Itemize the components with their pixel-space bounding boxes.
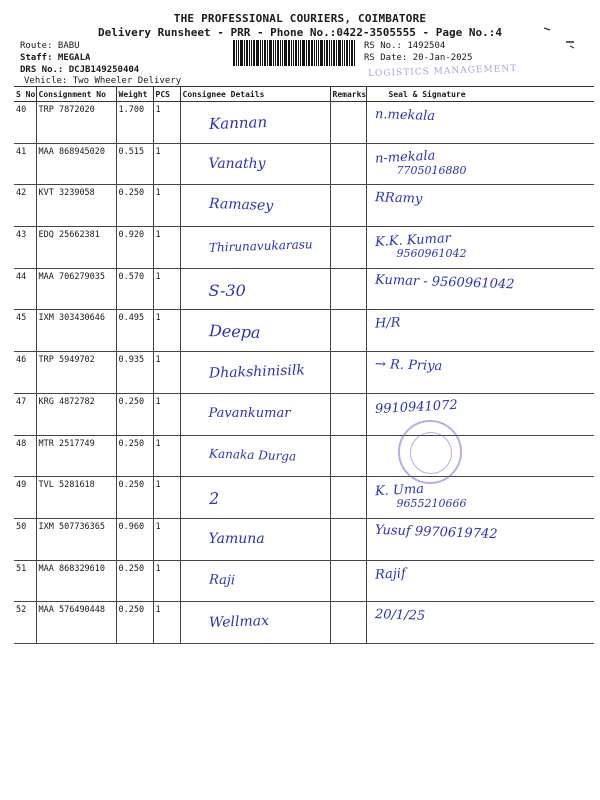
col-remarks: Remarks xyxy=(330,87,366,102)
barcode-bar xyxy=(269,40,272,66)
barcode-bar xyxy=(264,40,266,66)
barcode-bar xyxy=(336,40,337,66)
handwritten-signature: n.mekala xyxy=(374,106,435,125)
handwritten-phone: 7705016880 xyxy=(396,163,467,177)
barcode-bar xyxy=(300,40,301,66)
handwritten-signature: n-mekala xyxy=(374,148,436,167)
col-consignee: Consignee Details xyxy=(180,87,330,102)
barcode-bar xyxy=(280,40,281,66)
barcode-bar xyxy=(302,40,305,66)
row-consignee xyxy=(180,102,330,144)
row-consignment-no: IXM 303430646 xyxy=(36,310,116,352)
barcode-bar xyxy=(311,40,313,66)
row-sno: 41 xyxy=(14,143,36,185)
barcode-bar xyxy=(246,40,248,66)
handwritten-consignee: Thirunavukarasu xyxy=(208,237,313,255)
row-weight: 0.570 xyxy=(116,268,153,310)
row-pcs: 1 xyxy=(153,477,180,519)
handwritten-consignee: Ramasey xyxy=(208,196,273,215)
row-pcs: 1 xyxy=(153,352,180,394)
row-weight: 0.495 xyxy=(116,310,153,352)
row-signature xyxy=(366,227,594,269)
handwritten-signature: 9910941072 xyxy=(374,397,458,417)
handwritten-signature: Kumar - 9560961042 xyxy=(374,272,515,293)
vehicle-label: Vehicle: Two Wheeler Delivery xyxy=(24,76,182,86)
barcode-bar xyxy=(342,40,343,66)
barcode-bar xyxy=(354,40,355,66)
handwritten-consignee: Deepa xyxy=(208,321,261,343)
handwritten-consignee: Yamuna xyxy=(208,530,265,547)
row-consignment-no: IXM 507736365 xyxy=(36,518,116,560)
row-signature xyxy=(366,602,594,644)
barcode-bar xyxy=(253,40,255,66)
barcode-bar xyxy=(260,40,261,66)
barcode-bar xyxy=(284,40,287,66)
barcode-bar xyxy=(331,40,332,66)
page-subtitle: Delivery Runsheet - PRR - Phone No.:0422-3505555 - Page No.:4 xyxy=(98,26,502,39)
barcode-bar xyxy=(318,40,319,66)
barcode-bar xyxy=(282,40,283,66)
row-remarks xyxy=(330,185,366,227)
barcode-bar xyxy=(295,40,297,66)
row-weight: 0.250 xyxy=(116,477,153,519)
row-consignee xyxy=(180,310,330,352)
barcode-bar xyxy=(298,40,299,66)
row-consignment-no: KVT 3239058 xyxy=(36,185,116,227)
barcode-bar xyxy=(324,40,325,66)
table-row xyxy=(14,102,594,144)
row-sno: 45 xyxy=(14,310,36,352)
barcode-bar xyxy=(293,40,294,66)
row-consignee xyxy=(180,268,330,310)
barcode-bar xyxy=(314,40,315,66)
row-remarks xyxy=(330,602,366,644)
row-signature xyxy=(366,518,594,560)
row-consignee xyxy=(180,602,330,644)
col-weight: Weight xyxy=(116,87,153,102)
row-pcs: 1 xyxy=(153,268,180,310)
row-weight: 0.515 xyxy=(116,143,153,185)
row-consignment-no: KRG 4872782 xyxy=(36,393,116,435)
row-consignee xyxy=(180,352,330,394)
row-sno: 43 xyxy=(14,227,36,269)
row-weight: 0.935 xyxy=(116,352,153,394)
table-row xyxy=(14,352,594,394)
table-row xyxy=(14,310,594,352)
row-weight: 1.700 xyxy=(116,102,153,144)
row-pcs: 1 xyxy=(153,602,180,644)
handwritten-signature: H/R xyxy=(374,315,401,333)
barcode-bar xyxy=(333,40,335,66)
table-row xyxy=(14,227,594,269)
route-label: Route: BABU xyxy=(20,41,80,51)
row-consignment-no: MAA 576490448 xyxy=(36,602,116,644)
row-signature xyxy=(366,393,594,435)
row-consignment-no: MAA 868329610 xyxy=(36,560,116,602)
handwritten-signature: K. Uma xyxy=(374,481,424,500)
row-pcs: 1 xyxy=(153,393,180,435)
handwritten-signature: 20/1/25 xyxy=(374,607,425,625)
table-row xyxy=(14,518,594,560)
handwritten-consignee: Kannan xyxy=(208,112,267,134)
row-signature xyxy=(366,310,594,352)
rs-number: RS No.: 1492504 xyxy=(364,41,446,51)
table-row xyxy=(14,560,594,602)
table-row xyxy=(14,143,594,185)
row-pcs: 1 xyxy=(153,310,180,352)
barcode-bar xyxy=(277,40,279,66)
barcode-bar xyxy=(326,40,328,66)
handwritten-consignee: S-30 xyxy=(208,280,246,300)
staff-label: Staff: MEGALA xyxy=(20,53,91,63)
barcode-bar xyxy=(338,40,341,66)
row-consignment-no: MTR 2517749 xyxy=(36,435,116,477)
col-sno: S No xyxy=(14,87,36,102)
handwritten-signature: → R. Priya xyxy=(374,356,443,375)
row-consignee xyxy=(180,518,330,560)
barcode-bar xyxy=(244,40,245,66)
row-pcs: 1 xyxy=(153,435,180,477)
row-pcs: 1 xyxy=(153,518,180,560)
col-consignment: Consignment No xyxy=(36,87,116,102)
row-consignment-no: MAA 868945020 xyxy=(36,143,116,185)
barcode-bar xyxy=(262,40,263,66)
row-weight: 0.250 xyxy=(116,393,153,435)
row-signature xyxy=(366,268,594,310)
table-header-row xyxy=(14,87,594,102)
row-consignment-no: TRP 7872020 xyxy=(36,102,116,144)
row-weight: 0.250 xyxy=(116,185,153,227)
row-pcs: 1 xyxy=(153,560,180,602)
handwritten-consignee: Pavankumar xyxy=(208,405,291,421)
row-pcs: 1 xyxy=(153,185,180,227)
barcode xyxy=(233,40,357,66)
barcode-bar xyxy=(233,40,235,66)
row-weight: 0.250 xyxy=(116,435,153,477)
barcode-bar xyxy=(275,40,276,66)
col-signature: Seal & Signature xyxy=(366,87,594,102)
row-consignee xyxy=(180,143,330,185)
row-signature xyxy=(366,477,594,519)
row-weight: 0.250 xyxy=(116,560,153,602)
page-title: THE PROFESSIONAL COURIERS, COIMBATORE xyxy=(173,12,427,25)
barcode-bar xyxy=(240,40,243,66)
row-sno: 50 xyxy=(14,518,36,560)
barcode-bar xyxy=(349,40,350,66)
handwritten-consignee: Dhakshinisilk xyxy=(208,362,305,382)
row-sno: 44 xyxy=(14,268,36,310)
barcode-bar xyxy=(251,40,252,66)
row-pcs: 1 xyxy=(153,143,180,185)
row-consignment-no: TRP 5949702 xyxy=(36,352,116,394)
faded-stamp: LOGISTICS MANAGEMENT xyxy=(367,63,518,80)
row-remarks xyxy=(330,393,366,435)
barcode-bar xyxy=(344,40,345,66)
row-sno: 47 xyxy=(14,393,36,435)
table-row xyxy=(14,268,594,310)
drs-number: DRS No.: DCJB149250404 xyxy=(20,65,140,75)
barcode-bar xyxy=(306,40,307,66)
table-row xyxy=(14,393,594,435)
row-consignee xyxy=(180,393,330,435)
row-consignment-no: MAA 706279035 xyxy=(36,268,116,310)
barcode-bar xyxy=(320,40,323,66)
handwritten-phone: 9655210666 xyxy=(396,497,467,511)
barcode-bar xyxy=(346,40,348,66)
row-consignee xyxy=(180,560,330,602)
barcode-bar xyxy=(288,40,290,66)
row-remarks xyxy=(330,227,366,269)
handwritten-consignee: Vanathy xyxy=(208,155,266,172)
row-sno: 40 xyxy=(14,102,36,144)
barcode-bar xyxy=(238,40,239,66)
row-remarks xyxy=(330,477,366,519)
handwritten-consignee: Wellmax xyxy=(208,613,269,632)
row-remarks xyxy=(330,518,366,560)
barcode-bar xyxy=(308,40,310,66)
handwritten-phone: 9560961042 xyxy=(396,247,467,261)
row-signature xyxy=(366,352,594,394)
row-remarks xyxy=(330,352,366,394)
barcode-bar xyxy=(273,40,274,66)
row-consignee xyxy=(180,185,330,227)
corner-mark-icon xyxy=(540,20,580,60)
row-sno: 51 xyxy=(14,560,36,602)
row-weight: 0.250 xyxy=(116,602,153,644)
row-signature xyxy=(366,185,594,227)
col-pcs: PCS xyxy=(153,87,180,102)
row-consignee xyxy=(180,227,330,269)
table-row xyxy=(14,185,594,227)
handwritten-signature: RRamy xyxy=(374,190,423,208)
row-weight: 0.960 xyxy=(116,518,153,560)
row-pcs: 1 xyxy=(153,102,180,144)
row-consignment-no: EDQ 25662381 xyxy=(36,227,116,269)
row-sno: 49 xyxy=(14,477,36,519)
row-sno: 46 xyxy=(14,352,36,394)
barcode-bar xyxy=(291,40,292,66)
row-sno: 48 xyxy=(14,435,36,477)
handwritten-signature: K.K. Kumar xyxy=(374,231,451,251)
handwritten-signature: Yusuf 9970619742 xyxy=(374,522,498,543)
row-signature xyxy=(366,102,594,144)
row-remarks xyxy=(330,102,366,144)
table-row xyxy=(14,477,594,519)
row-consignee xyxy=(180,477,330,519)
row-consignment-no: TVL 5281618 xyxy=(36,477,116,519)
table-row xyxy=(14,602,594,644)
handwritten-consignee: Raji xyxy=(208,572,235,589)
row-signature xyxy=(366,560,594,602)
row-weight: 0.920 xyxy=(116,227,153,269)
row-remarks xyxy=(330,143,366,185)
row-remarks xyxy=(330,435,366,477)
barcode-bar xyxy=(267,40,268,66)
row-remarks xyxy=(330,310,366,352)
runsheet-table xyxy=(14,86,594,644)
row-remarks xyxy=(330,560,366,602)
table-row xyxy=(14,435,594,477)
rs-date: RS Date: 20-Jan-2025 xyxy=(364,53,473,63)
row-sno: 42 xyxy=(14,185,36,227)
row-pcs: 1 xyxy=(153,227,180,269)
barcode-bar xyxy=(351,40,353,66)
row-consignee xyxy=(180,435,330,477)
row-sno: 52 xyxy=(14,602,36,644)
handwritten-signature: Rajif xyxy=(374,565,406,583)
barcode-bar xyxy=(256,40,259,66)
barcode-bar xyxy=(249,40,250,66)
row-signature xyxy=(366,143,594,185)
barcode-bar xyxy=(329,40,330,66)
handwritten-consignee: 2 xyxy=(208,489,220,509)
rubber-seal xyxy=(398,420,462,484)
handwritten-consignee: Kanaka Durga xyxy=(208,445,296,464)
barcode-bar xyxy=(236,40,237,66)
barcode-bar xyxy=(316,40,317,66)
row-remarks xyxy=(330,268,366,310)
